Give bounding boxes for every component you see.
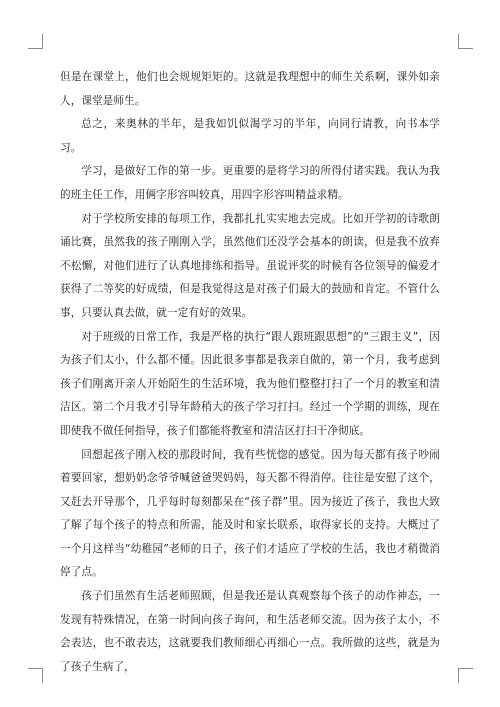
paragraph: 孩子们虽然有生活老师照顾，但是我还是认真观察每个孩子的动作神态，一发现有特殊情况，在第一时间向孩子询问，和生活老师交流。因为孩子太小，不会表达，也不敢表达，这就要我们教师细心再细心一点。我所做的这些，就是为了孩子生病了， <box>60 590 440 673</box>
paragraph: 学习，是做好工作的第一步。更重要的是将学习的所得付诸实践。我认为我的班主任工作，用俩字形容叫较真，用四字形容叫精益求精。 <box>60 165 440 201</box>
paragraph: 总之，来奥林的半年，是我如饥似渴学习的半年，向同行请教，向书本学习。 <box>60 118 440 154</box>
crop-mark-top-left <box>28 34 43 49</box>
paragraph: 对于班级的日常工作，我是严格的执行“跟人跟班跟思想”的“三跟主义”，因为孩子们太小，什么都不懂。因此很多事都是我亲自做的，第一个月，我考虑到孩子们刚离开亲人开始陌生的生活环境，我为他们整整打扫了一个月的教室和清洁区。第二个月我才引导年龄稍大的孩子学习打扫。经过一个学期的训练，现在即使我不做任何指导，孩子们都能将教室和清洁区打扫干净彻底。 <box>60 330 440 437</box>
paragraph: 对于学校所安排的每项工作，我都扎扎实实地去完成。比如开学初的诗歌朗诵比赛，虽然我的孩子刚刚入学，虽然他们还没学会基本的朗读，但是我不放弃不松懈，对他们进行了认真地排练和指导。虽说评奖的时候有各位领导的偏爱才获得了二等奖的好成绩，但是我觉得这是对孩子们最大的鼓励和肯定。不管什么事，只要认真去做，就一定有好的效果。 <box>60 212 440 319</box>
document-body <box>60 66 440 679</box>
crop-mark-bottom-left <box>28 668 43 683</box>
crop-mark-top-right <box>458 34 473 49</box>
crop-mark-bottom-right <box>458 668 473 683</box>
paragraph: 回想起孩子刚入校的那段时间，我有些恍惚的感觉。因为每天都有孩子吵闹着要回家，想奶奶念爷爷喊爸爸哭妈妈，每天都不得消停。往往是安慰了这个，又赶去开导那个，几乎每时每刻都呆在“孩子群”里。因为接近了孩子，我也大致了解了每个孩子的特点和所需，能及时和家长联系，取得家长的支持。大概过了一个月这样当“幼稚园”老师的日子，孩子们才适应了学校的生活，我也才稍微消停了点。 <box>60 448 440 579</box>
paragraph: 但是在课堂上，他们也会规规矩矩的。这就是我理想中的师生关系啊，课外如亲人，课堂是师生。 <box>60 71 440 107</box>
